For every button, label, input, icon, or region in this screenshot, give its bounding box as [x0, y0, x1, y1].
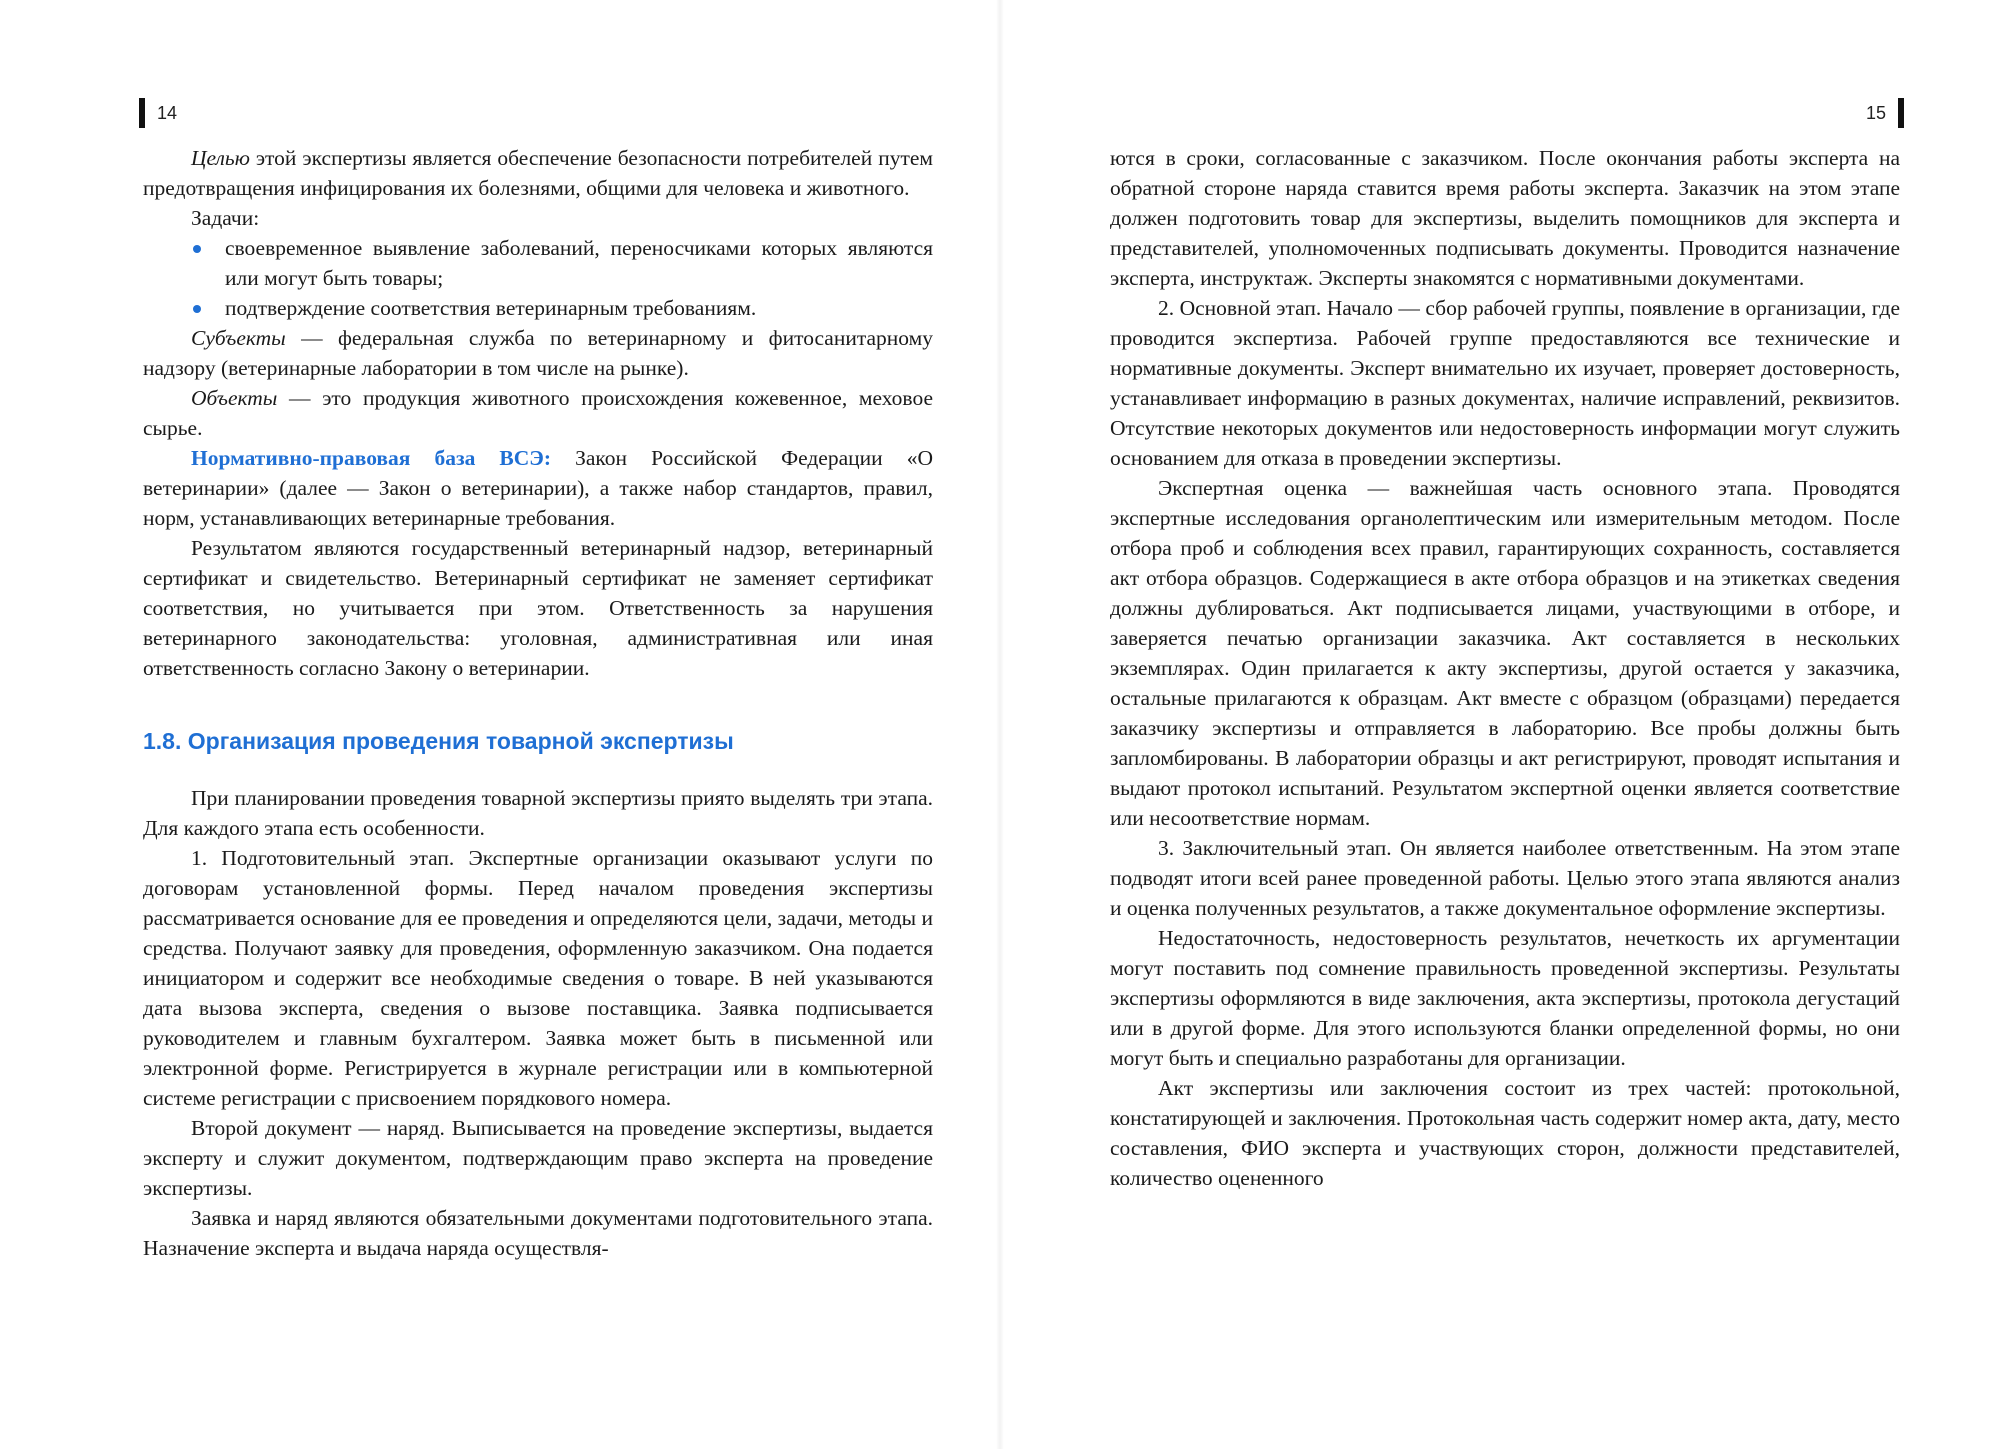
- body-paragraph: Экспертная оценка — важнейшая часть основного этапа. Проводятся экспертные исследования органолептическим или измерительным методом. После отбора проб и соблюдения всех правил, гарантирующих сохранность, составляется акт отбора образцов. Содержащиеся в акте отбора образцов и на этикетках сведения должны дублироваться. Акт подписывается лицами, участвующими в отборе, и заверяется печатью организации заказчика. Акт составляется в нескольких экземплярах. Один прилагается к акту экспертизы, другой остается у заказчика, остальные прилагаются к образцам. Акт вместе с образцом (образцами) передается заказчику экспертизы и отправляется в лабораторию. Все пробы должны быть запломбированы. В лаборатории образцы и акт регистрируют, проводят испытания и выдают протокол испытаний. Результатом экспертной оценки является соответствие или несоответствие нормам.: [1110, 476, 1900, 830]
- body-paragraph: Второй документ — наряд. Выписывается на проведение экспертизы, выдается эксперту и служит документом, подтверждающим право эксперта на проведение экспертизы.: [143, 1116, 933, 1200]
- body-paragraph: 1. Подготовительный этап. Экспертные организации оказывают услуги по договорам установленной формы. Перед началом проведения экспертизы рассматривается основание для ее проведения и определяются цели, задачи, методы и средства. Получают заявку для проведения, оформленную заказчиком. Она подается инициатором и содержит все необходимые сведения о товаре. В ней указываются дата вызова эксперта, сведения о вызове поставщика. Заявка подписывается руководителем и главным бухгалтером. Заявка может быть в письменной или электронной форме. Регистрируется в журнале регистрации или в компьютерной системе регистрации с присвоением порядкового номера.: [143, 846, 933, 1110]
- body-paragraph: ются в сроки, согласованные с заказчиком. После окончания работы эксперта на обратной стороне наряда ставится время работы эксперта. Заказчик на этом этапе должен подготовить товар для экспертизы, выделить помощников для эксперта и представителей, уполномоченных подписывать документы. Проводится назначение эксперта, инструктаж. Эксперты знакомятся с нормативными документами.: [1110, 146, 1900, 290]
- list-item: [143, 293, 933, 323]
- goal-paragraph: [143, 143, 933, 203]
- tasks-label: Задачи:: [191, 206, 260, 230]
- body-paragraph: 3. Заключительный этап. Он является наиболее ответственным. На этом этапе подводят итоги всей ранее проведенной работы. Целью этого этапа являются анализ и оценка полученных результатов, а также документальное оформление экспертизы.: [1110, 836, 1900, 920]
- subjects-text: — федеральная служба по ветеринарному и фитосанитарному надзору (ветеринарные лаборатории в том числе на рынке).: [143, 326, 933, 380]
- right-page: [1000, 0, 2000, 1449]
- legal-base-text: Закон Российской Федерации «О ветеринарии» (далее — Закон о ветеринарии), а также набор стандартов, правил, норм, устанавливающих ветеринарные требования.: [143, 446, 933, 530]
- objects-paragraph: [143, 383, 933, 443]
- right-page-number: [1866, 98, 1904, 128]
- goal-text: этой экспертизы является обеспечение безопасности потребителей путем предотвращения инфицирования их болезнями, общими для человека и животного.: [143, 146, 933, 200]
- bullet-icon: [193, 305, 201, 313]
- legal-base-term: Нормативно-правовая база ВСЭ:: [191, 446, 552, 470]
- task-text: своевременное выявление заболеваний, переносчиками которых являются или могут быть товары;: [225, 236, 933, 290]
- subjects-term: Субъекты: [191, 326, 286, 350]
- result-paragraph: Результатом являются государственный ветеринарный надзор, ветеринарный сертификат и свидетельство. Ветеринарный сертификат не заменяет сертификат соответствия, но учитывается при этом. Ответственность за нарушения ветеринарного законодательства: уголовная, административная или иная ответственность согласно Закону о ветеринарии.: [143, 536, 933, 680]
- section-heading: 1.8. Организация проведения товарной экспертизы: [143, 728, 734, 754]
- body-paragraph: 2. Основной этап. Начало — сбор рабочей группы, появление в организации, где проводится экспертиза. Рабочей группе предоставляются все технические и нормативные документы. Эксперт внимательно их изучает, проверяет достоверность, устанавливает информацию в разных документах, наличие исправлений, реквизитов. Отсутствие некоторых документов или недостоверность информации могут служить основанием для отказа в проведении экспертизы.: [1110, 296, 1900, 470]
- task-text: подтверждение соответствия ветеринарным требованиям.: [225, 296, 757, 320]
- page-marker-bar: [139, 98, 145, 128]
- body-paragraph: Заявка и наряд являются обязательными документами подготовительного этапа. Назначение эксперта и выдача наряда осуществля-: [143, 1206, 933, 1260]
- body-paragraph: Недостаточность, недостоверность результатов, нечеткость их аргументации могут поставить под сомнение правильность проведенной экспертизы. Результаты экспертизы оформляются в виде заключения, акта экспертизы, протокола дегустаций или в другой форме. Для этого используются бланки определенной формы, но они могут быть и специально разработаны для организации.: [1110, 926, 1900, 1070]
- right-page-number-text: 15: [1866, 103, 1887, 123]
- bullet-icon: [193, 245, 201, 253]
- left-text-column: [143, 143, 933, 1263]
- page-marker-bar: [1898, 98, 1904, 128]
- objects-term: Объекты: [191, 386, 278, 410]
- body-paragraph: Акт экспертизы или заключения состоит из трех частей: протокольной, констатирующей и заключения. Протокольная часть содержит номер акта, дату, место составления, ФИО эксперта и участвующих сторон, должности представителей, количество оцененного: [1110, 1076, 1900, 1190]
- legal-base-paragraph: [143, 443, 933, 533]
- tasks-list: [143, 233, 933, 323]
- subjects-paragraph: [143, 323, 933, 383]
- list-item: [143, 233, 933, 293]
- objects-text: — это продукция животного происхождения кожевенное, меховое сырье.: [143, 386, 933, 440]
- goal-term: Целью: [191, 146, 250, 170]
- left-page-number: [139, 98, 177, 128]
- left-page-number-text: 14: [157, 103, 178, 123]
- right-text-column: [1110, 143, 1900, 1193]
- body-paragraph: При планировании проведения товарной экспертизы приято выделять три этапа. Для каждого этапа есть особенности.: [143, 786, 933, 840]
